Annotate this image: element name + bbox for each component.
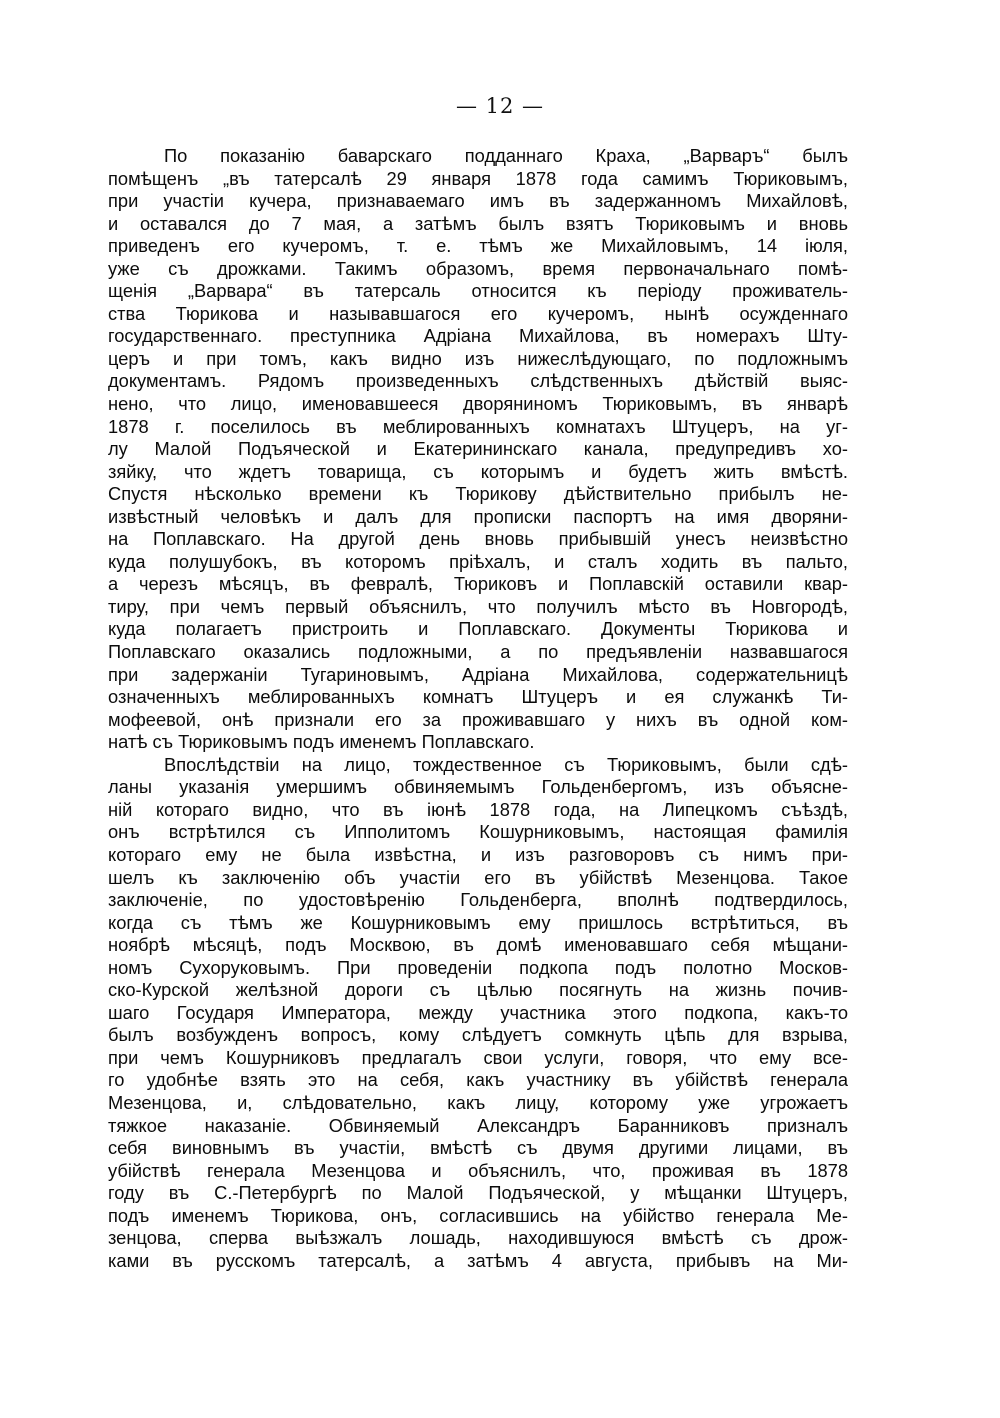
text-line: мофеевой, онѣ признали его за проживавшаго у нихъ въ одной ком- [108,708,848,730]
body-text [108,145,848,1272]
text-line: шаго Государя Императора, между участника этого подкопа, какъ-то [108,1001,848,1023]
text-line: приведенъ его кучеромъ, т. е. тѣмъ же Михайловымъ, 14 іюля, [108,235,848,257]
text-line: заключеніе, по удостовѣренію Гольденберга, вполнѣ подтвердилось, [108,889,848,911]
text-line: лу Малой Подъяческой и Екатерининскаго канала, предупредивъ хо- [108,438,848,460]
text-line: номъ Сухоруковымъ. При проведеніи подкопа подъ полотно Москов- [108,956,848,978]
text-line: себя виновнымъ въ участіи, вмѣстѣ съ двумя другими лицами, въ [108,1137,848,1159]
text-line: зяйку, что ждетъ товарища, съ которымъ и будетъ жить вмѣстѣ. [108,460,848,482]
text-line: на Поплавскаго. На другой день вновь прибывшій унесъ неизвѣстно [108,528,848,550]
text-line: По показанію баварскаго подданнаго Краха, „Варваръ“ былъ [164,145,848,166]
text-line: при чемъ Кошурниковъ предлагалъ свои услуги, говоря, что ему все- [108,1046,848,1068]
text-line: государственнаго. преступника Адріана Михайлова, въ номерахъ Шту- [108,325,848,347]
text-line: уже съ дрожками. Такимъ образомъ, время первоначальнаго помѣ- [108,257,848,279]
text-line: котораго ему не была извѣстна, и изъ разговоровъ съ нимъ при- [108,843,848,865]
text-line: нено, что лицо, именовавшееся дворяниномъ Тюриковымъ, въ январѣ [108,393,848,415]
text-line: церъ и при томъ, какъ видно изъ нижеслѣдующаго, по подложнымъ [108,347,848,369]
text-line: при участіи кучера, признаваемаго имъ въ задержанномъ Михайловѣ, [108,190,848,212]
text-line: щенія „Варвара“ въ татерсаль относится къ періоду проживатель- [108,280,848,302]
paragraph-2 [108,754,848,1273]
text-line: Поплавскаго оказались подложными, а по предъявленіи назвавшагося [108,641,848,663]
text-line: зенцова, сперва выѣзжалъ лошадь, находившуюся вмѣстѣ съ дрож- [108,1227,848,1249]
text-line: 1878 г. поселилось въ меблированныхъ комнатахъ Штуцеръ, на уг- [108,415,848,437]
text-line: а черезъ мѣсяцъ, въ февралѣ, Тюриковъ и Поплавскій оставили квар- [108,573,848,595]
text-line: куда полушубокъ, въ которомъ пріѣхалъ, и сталъ ходить въ пальто, [108,550,848,572]
text-line: извѣстный человѣкъ и далъ для прописки паспортъ на имя дворяни- [108,505,848,527]
text-line: го удобнѣе взять это на себя, какъ участнику въ убійствѣ генерала [108,1069,848,1091]
text-line: помѣщенъ „въ татерсалѣ 29 января 1878 года самимъ Тюриковымъ, [108,167,848,189]
text-line: документамъ. Рядомъ произведенныхъ слѣдственныхъ дѣйствій выяс- [108,370,848,392]
text-line: тиру, при чемъ первый объяснилъ, что получилъ мѣсто въ Новгородѣ, [108,595,848,617]
text-line: натѣ съ Тюриковымъ подъ именемъ Поплавскаго. [108,731,535,753]
paragraph-1 [108,145,848,754]
text-line: куда полагаетъ пристроить и Поплавскаго. Документы Тюрикова и [108,618,848,640]
text-line: ноябрѣ мѣсяцѣ, подъ Москвою, въ домѣ именовавшаго себя мѣщани- [108,934,848,956]
text-line: былъ возбужденъ вопросъ, кому слѣдуетъ сомкнуть цѣпь для взрыва, [108,1024,848,1046]
text-line: убійствѣ генерала Мезенцова и объяснилъ, что, проживая въ 1878 [108,1159,848,1181]
page-number: — 12 — [455,94,545,118]
text-line: означенныхъ меблированныхъ комнатъ Штуцеръ и ея служанкѣ Ти- [108,686,848,708]
text-line: и оставался до 7 мая, а затѣмъ былъ взятъ Тюриковымъ и вновь [108,212,848,234]
text-line: шелъ къ заключенію объ участіи его въ убійствѣ Мезенцова. Такое [108,866,848,888]
text-line: Спустя нѣсколько времени къ Тюрикову дѣйствительно прибылъ не- [108,483,848,505]
text-line: при задержаніи Тугариновымъ, Адріана Михайлова, содержательницѣ [108,663,848,685]
text-line: тяжкое наказаніе. Обвиняемый Александръ Баранниковъ призналъ [108,1114,848,1136]
text-line: году въ С.-Петербургѣ по Малой Подъяческой, у мѣщанки Штуцеръ, [108,1182,848,1204]
text-line: Мезенцова, и, слѣдовательно, какъ лицу, которому уже угрожаетъ [108,1091,848,1113]
text-line: ній котораго видно, что въ іюнѣ 1878 года, на Липецкомъ съѣздѣ, [108,798,848,820]
text-line: ства Тюрикова и называвшагося его кучеромъ, нынѣ осужденнаго [108,302,848,324]
text-line: онъ встрѣтился съ Ипполитомъ Кошурниковымъ, настоящая фамилія [108,821,848,843]
text-line: Впослѣдствіи на лицо, тождественное съ Тюриковымъ, были сдѣ- [164,753,848,775]
text-line: ско-Курской желѣзной дороги съ цѣлью посягнуть на жизнь почив- [108,979,848,1001]
text-line: ками въ русскомъ татерсалѣ, а затѣмъ 4 августа, прибывъ на Ми- [108,1249,848,1271]
text-line: ланы указанія умершимъ обвиняемымъ Гольденбергомъ, изъ объясне- [108,776,848,798]
text-line: когда съ тѣмъ же Кошурниковымъ ему пришлось встрѣтиться, въ [108,911,848,933]
text-line: подъ именемъ Тюрикова, онъ, согласившись на убійство генерала Ме- [108,1204,848,1226]
